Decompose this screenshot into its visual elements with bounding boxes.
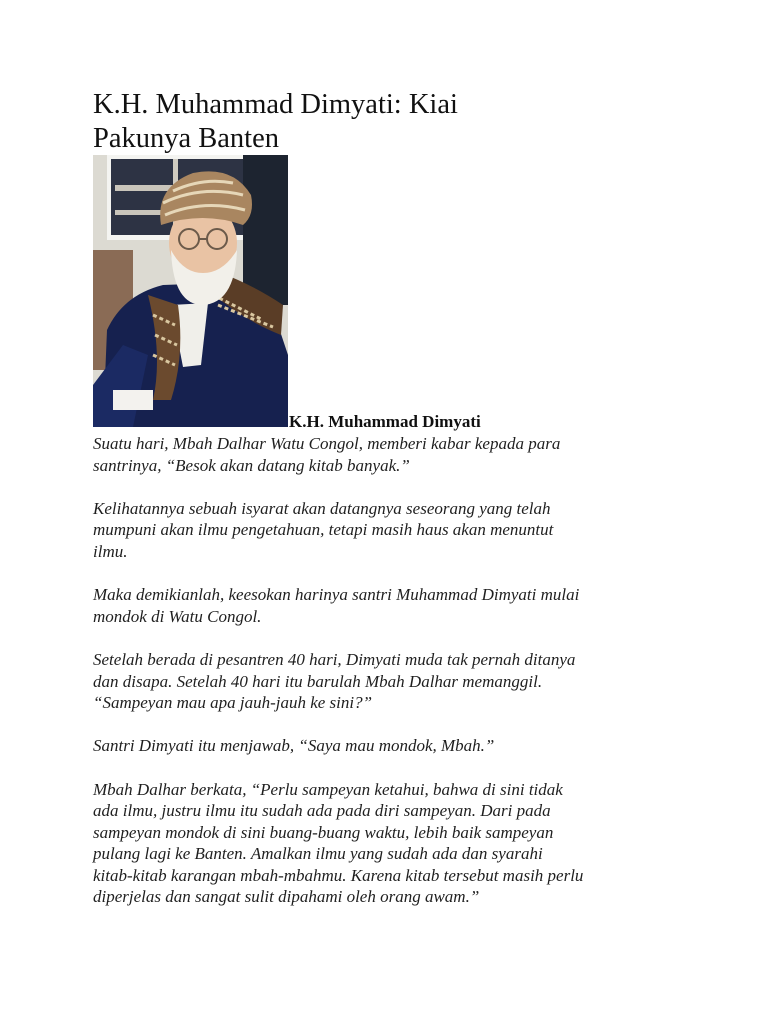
- paragraph: [93, 735, 693, 757]
- text-line: Santri Dimyati itu menjawab, “Saya mau mondok, Mbah.”: [93, 736, 495, 756]
- text-line: Maka demikianlah, keesokan harinya santri Muhammad Dimyati mulai: [93, 585, 580, 605]
- text-line: pulang lagi ke Banten. Amalkan ilmu yang sudah ada dan syarahi: [93, 844, 543, 864]
- text-line: mumpuni akan ilmu pengetahuan, tetapi masih haus akan menuntut: [93, 520, 554, 540]
- photo-caption: K.H. Muhammad Dimyati: [289, 412, 481, 431]
- text-line: dan disapa. Setelah 40 hari itu barulah Mbah Dalhar memanggil.: [93, 671, 543, 691]
- paragraph: [93, 584, 693, 627]
- text-line: Kelihatannya sebuah isyarat akan datangnya seseorang yang telah: [93, 498, 551, 518]
- paragraph: [93, 433, 693, 476]
- paragraph: [93, 649, 693, 714]
- page-title: [93, 88, 693, 156]
- text-line: kitab-kitab karangan mbah-mbahmu. Karena kitab tersebut masih perlu: [93, 865, 584, 885]
- text-line: Mbah Dalhar berkata, “Perlu sampeyan ketahui, bahwa di sini tidak: [93, 779, 563, 799]
- title-line-2: Pakunya Banten: [93, 123, 280, 154]
- portrait-photo: [93, 155, 288, 427]
- article-body: [93, 433, 693, 930]
- text-line: Setelah berada di pesantren 40 hari, Dimyati muda tak pernah ditanya: [93, 649, 576, 669]
- text-line: mondok di Watu Congol.: [93, 606, 262, 626]
- title-line-1: K.H. Muhammad Dimyati: Kiai: [93, 89, 458, 120]
- text-line: santrinya, “Besok akan datang kitab banyak.”: [93, 455, 410, 475]
- text-line: ada ilmu, justru ilmu itu sudah ada pada diri sampeyan. Dari pada: [93, 801, 551, 821]
- text-line: ilmu.: [93, 541, 128, 561]
- text-line: diperjelas dan sangat sulit dipahami oleh orang awam.”: [93, 887, 480, 907]
- paragraph: [93, 779, 693, 909]
- text-line: sampeyan mondok di sini buang-buang waktu, lebih baik sampeyan: [93, 822, 554, 842]
- text-line: “Sampeyan mau apa jauh-jauh ke sini?”: [93, 693, 373, 713]
- text-line: Suatu hari, Mbah Dalhar Watu Congol, memberi kabar kepada para: [93, 434, 561, 453]
- paragraph: [93, 498, 693, 563]
